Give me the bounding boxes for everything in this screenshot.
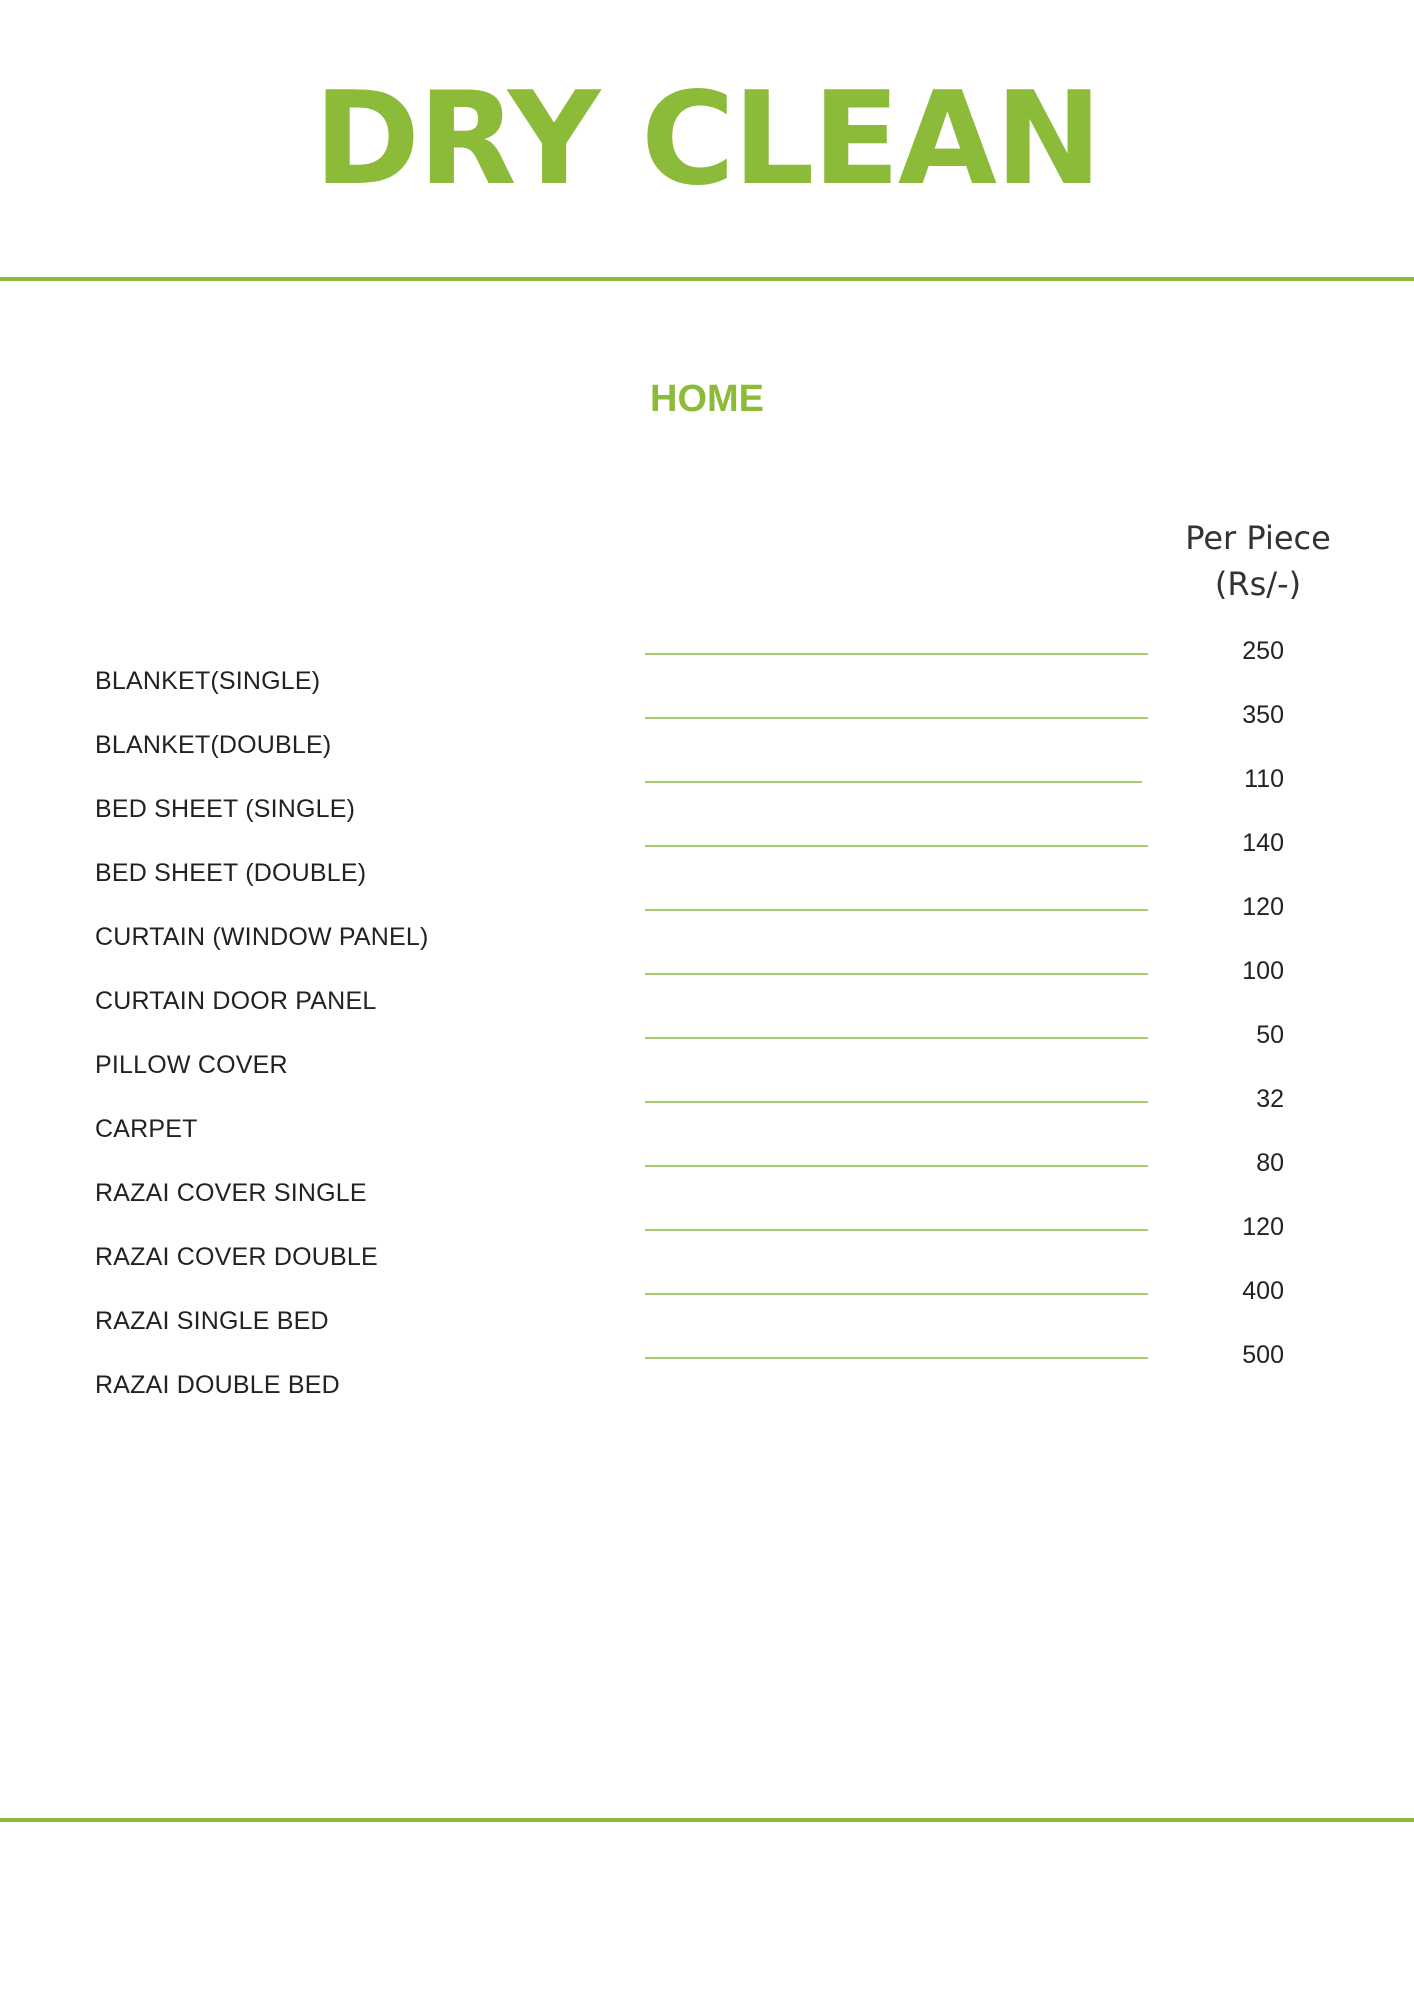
item-price: 120 bbox=[1242, 1213, 1284, 1241]
price-row bbox=[0, 637, 1414, 707]
price-column-header-line2: (Rs/-) bbox=[1214, 565, 1302, 603]
leader-line bbox=[645, 973, 1148, 975]
bottom-divider bbox=[0, 1818, 1414, 1822]
price-row bbox=[0, 829, 1414, 899]
item-name: BED SHEET (DOUBLE) bbox=[95, 859, 367, 887]
item-price: 80 bbox=[1256, 1149, 1284, 1177]
item-price: 250 bbox=[1242, 637, 1284, 665]
price-column-header-line1: Per Piece bbox=[1185, 519, 1331, 557]
leader-line bbox=[645, 1101, 1148, 1103]
price-row bbox=[0, 1277, 1414, 1347]
page-title: DRY CLEAN bbox=[313, 65, 1101, 214]
item-price: 50 bbox=[1256, 1021, 1284, 1049]
item-name: PILLOW COVER bbox=[95, 1051, 288, 1079]
price-row bbox=[0, 701, 1414, 771]
item-price: 32 bbox=[1256, 1085, 1284, 1113]
item-price: 400 bbox=[1242, 1277, 1284, 1305]
leader-line bbox=[645, 653, 1148, 655]
item-price: 350 bbox=[1242, 701, 1284, 729]
leader-line bbox=[645, 845, 1148, 847]
price-row bbox=[0, 765, 1414, 835]
item-name: CURTAIN (WINDOW PANEL) bbox=[95, 923, 429, 951]
leader-line bbox=[645, 781, 1142, 783]
item-name: BED SHEET (SINGLE) bbox=[95, 795, 356, 823]
section-heading: HOME bbox=[650, 378, 764, 420]
price-row bbox=[0, 957, 1414, 1027]
item-price: 120 bbox=[1242, 893, 1284, 921]
item-name: RAZAI COVER DOUBLE bbox=[95, 1243, 378, 1271]
item-name: RAZAI SINGLE BED bbox=[95, 1307, 329, 1335]
price-row bbox=[0, 1341, 1414, 1411]
leader-line bbox=[645, 1037, 1148, 1039]
item-price: 100 bbox=[1242, 957, 1284, 985]
item-price: 500 bbox=[1242, 1341, 1284, 1369]
price-row bbox=[0, 893, 1414, 963]
price-row bbox=[0, 1149, 1414, 1219]
price-row bbox=[0, 1021, 1414, 1091]
item-name: CARPET bbox=[95, 1115, 198, 1143]
price-row bbox=[0, 1085, 1414, 1155]
item-name: BLANKET(DOUBLE) bbox=[95, 731, 332, 759]
item-price: 110 bbox=[1244, 765, 1284, 793]
leader-line bbox=[645, 717, 1148, 719]
item-name: CURTAIN DOOR PANEL bbox=[95, 987, 377, 1015]
item-name: RAZAI DOUBLE BED bbox=[95, 1371, 340, 1399]
leader-line bbox=[645, 1229, 1148, 1231]
leader-line bbox=[645, 1357, 1148, 1359]
item-name: RAZAI COVER SINGLE bbox=[95, 1179, 367, 1207]
leader-line bbox=[645, 1293, 1148, 1295]
leader-line bbox=[645, 1165, 1148, 1167]
item-name: BLANKET(SINGLE) bbox=[95, 667, 321, 695]
price-row bbox=[0, 1213, 1414, 1283]
leader-line bbox=[645, 909, 1148, 911]
item-price: 140 bbox=[1242, 829, 1284, 857]
